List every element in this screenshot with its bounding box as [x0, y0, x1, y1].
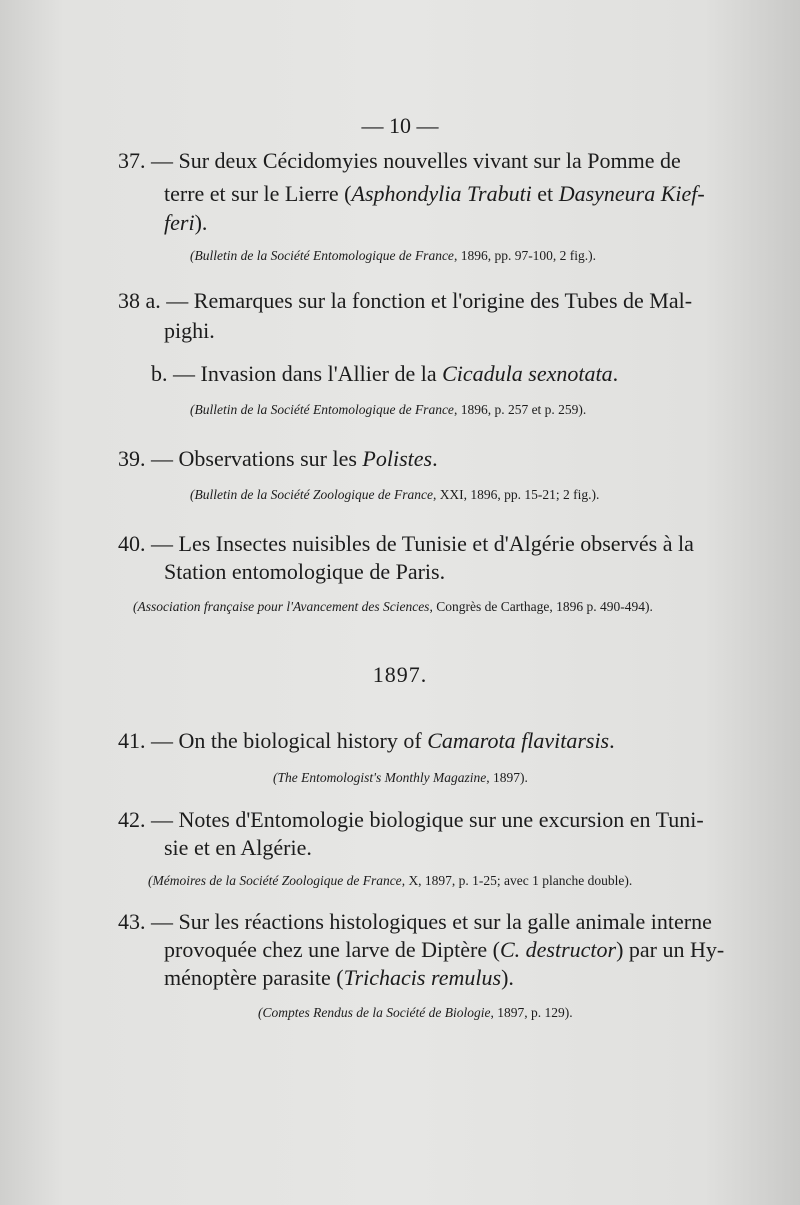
entry-39-source: (Bulletin de la Société Zoologique de France, XXI, 1896, pp. 15-21; 2 fig.).	[190, 487, 600, 502]
entry-39-line: 39. — Observations sur les Polistes.	[118, 446, 438, 471]
entry-40-source: (Association française pour l'Avancement des Sciences, Congrès de Carthage, 1896 p. 490-494).	[133, 599, 653, 614]
page-number: — 10 —	[361, 113, 439, 138]
entry-38-source: (Bulletin de la Société Entomologique de France, 1896, p. 257 et p. 259).	[190, 402, 587, 417]
entry-38a-line-1: 38 a. — Remarques sur la fonction et l'origine des Tubes de Mal-	[118, 288, 693, 313]
entry-37-source: (Bulletin de la Société Entomologique de France, 1896, pp. 97-100, 2 fig.).	[190, 248, 597, 263]
entry-40-line-1: 40. — Les Insectes nuisibles de Tunisie et d'Algérie observés à la	[118, 531, 694, 556]
entry-42-source: (Mémoires de la Société Zoologique de France, X, 1897, p. 1-25; avec 1 planche double).	[148, 873, 633, 888]
entry-42-line-1: 42. — Notes d'Entomologie biologique sur une excursion en Tuni-	[118, 807, 704, 832]
entry-43-line-1: 43. — Sur les réactions histologiques et sur la galle animale interne	[118, 909, 712, 934]
entry-37-line-1: 37. — Sur deux Cécidomyies nouvelles vivant sur la Pomme de	[118, 148, 681, 173]
entry-43-line-2: provoquée chez une larve de Diptère (C. destructor) par un Hy-	[164, 937, 725, 962]
entry-38a-line-2: pighi.	[164, 318, 215, 343]
entry-41-line: 41. — On the biological history of Camarota flavitarsis.	[118, 728, 615, 753]
entry-41-source: (The Entomologist's Monthly Magazine, 1897).	[273, 770, 528, 785]
entry-37-line-2: terre et sur le Lierre (Asphondylia Trabuti et Dasyneura Kief-	[164, 181, 705, 206]
entry-42-line-2: sie et en Algérie.	[164, 835, 312, 860]
entry-37-line-3: feri).	[164, 210, 208, 235]
year-heading: 1897.	[372, 662, 428, 687]
entry-43-source: (Comptes Rendus de la Société de Biologie, 1897, p. 129).	[258, 1005, 573, 1020]
entry-40-line-2: Station entomologique de Paris.	[164, 559, 446, 584]
entry-38b-line: b. — Invasion dans l'Allier de la Cicadula sexnotata.	[151, 361, 619, 386]
entry-43-line-3: ménoptère parasite (Trichacis remulus).	[164, 965, 514, 990]
